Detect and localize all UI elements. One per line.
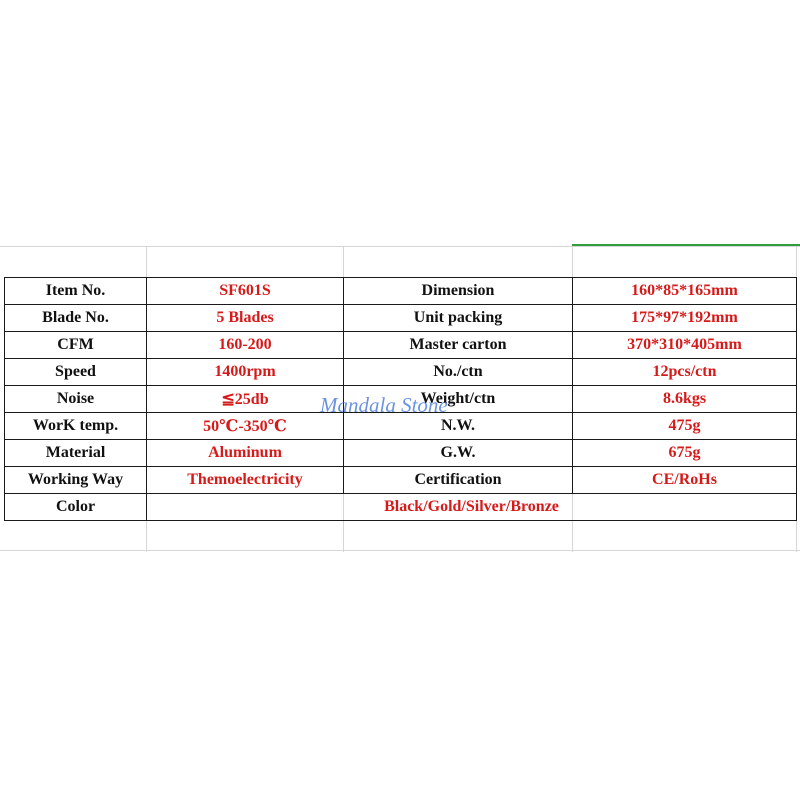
spec-label-cell: N.W. xyxy=(344,413,573,440)
spec-value-cell: 8.6kgs xyxy=(573,386,797,413)
spec-label-cell: No./ctn xyxy=(344,359,573,386)
spec-label-cell: WorK temp. xyxy=(5,413,147,440)
table-row-color xyxy=(5,494,797,521)
spec-value-cell: SF601S xyxy=(147,278,344,305)
spec-label-cell: Speed xyxy=(5,359,147,386)
table-row xyxy=(5,440,797,467)
gridline xyxy=(0,246,800,247)
gridline xyxy=(0,550,800,551)
table-row xyxy=(5,305,797,332)
spec-label-cell: Weight/ctn xyxy=(344,386,573,413)
spec-value-cell: 1400rpm xyxy=(147,359,344,386)
spec-table xyxy=(4,277,797,521)
selected-cell-indicator xyxy=(572,244,800,246)
spec-value-cell: ≦25db xyxy=(147,386,344,413)
spec-value-cell: 675g xyxy=(573,440,797,467)
spec-value-cell: 160*85*165mm xyxy=(573,278,797,305)
spec-value-cell: 12pcs/ctn xyxy=(573,359,797,386)
table-row xyxy=(5,359,797,386)
spec-value-cell: CE/RoHs xyxy=(573,467,797,494)
table-row xyxy=(5,278,797,305)
spec-label-cell: G.W. xyxy=(344,440,573,467)
table-row xyxy=(5,467,797,494)
color-value-cell: Black/Gold/Silver/Bronze xyxy=(147,494,797,521)
watermark-text: Mandala Stone xyxy=(320,393,448,417)
spec-label-cell: Item No. xyxy=(5,278,147,305)
spec-label-cell: Dimension xyxy=(344,278,573,305)
table-row xyxy=(5,413,797,440)
spec-value-cell: 370*310*405mm xyxy=(573,332,797,359)
spec-value-cell: 160-200 xyxy=(147,332,344,359)
spec-label-cell: Noise xyxy=(5,386,147,413)
spec-label-cell: CFM xyxy=(5,332,147,359)
spec-label-cell: Master carton xyxy=(344,332,573,359)
spec-label-cell: Certification xyxy=(344,467,573,494)
spec-label-cell: Material xyxy=(5,440,147,467)
spec-value-cell: Aluminum xyxy=(147,440,344,467)
spec-value-cell: 175*97*192mm xyxy=(573,305,797,332)
spec-value-cell: 5 Blades xyxy=(147,305,344,332)
table-row xyxy=(5,332,797,359)
color-label-cell: Color xyxy=(5,494,147,521)
spec-label-cell: Blade No. xyxy=(5,305,147,332)
spec-value-cell: 50℃-350℃ xyxy=(147,413,344,440)
spec-value-cell: Themoelectricity xyxy=(147,467,344,494)
spec-value-cell: 475g xyxy=(573,413,797,440)
spec-label-cell: Unit packing xyxy=(344,305,573,332)
table-row xyxy=(5,386,797,413)
spec-label-cell: Working Way xyxy=(5,467,147,494)
